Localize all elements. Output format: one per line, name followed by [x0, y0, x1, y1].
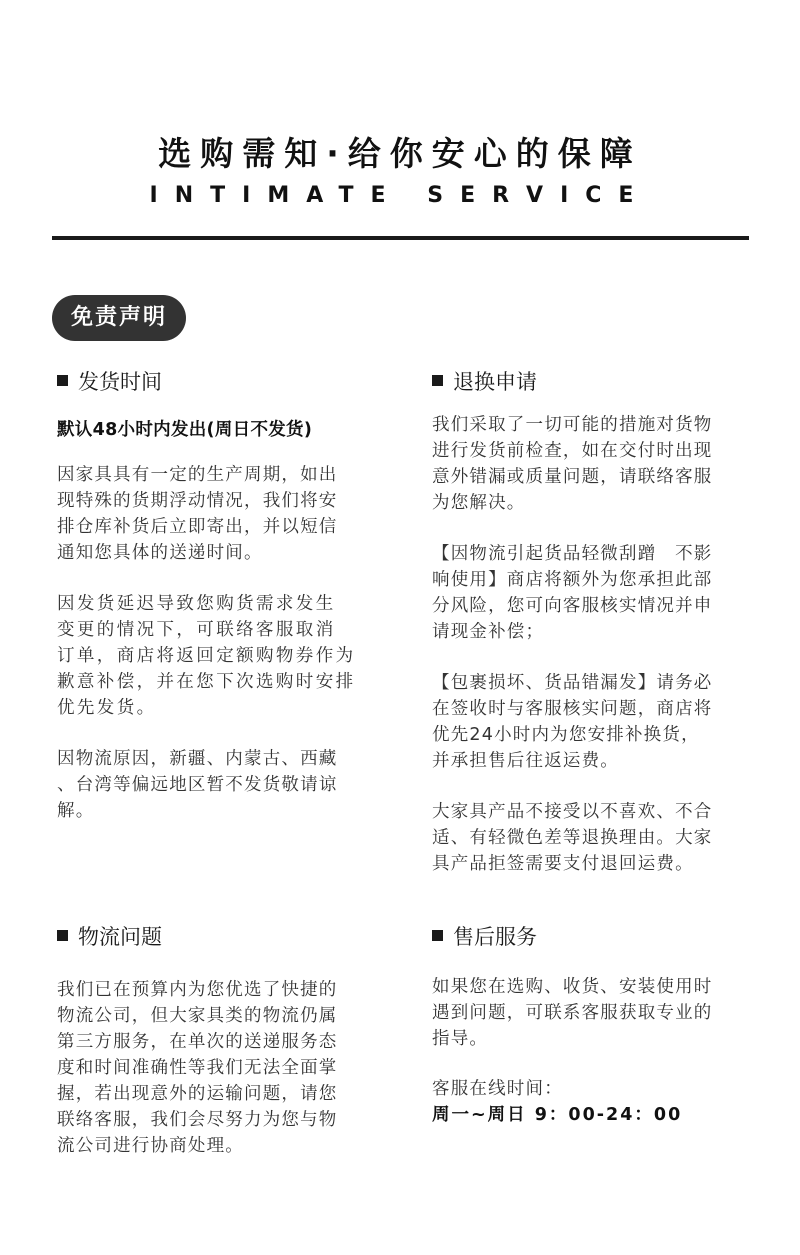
shipping-paragraph-3: 因物流原因，新疆、内蒙古、西藏 、台湾等偏远地区暂不发货敬请谅 解。	[57, 749, 338, 821]
returns-paragraph-1: 我们采取了一切可能的措施对货物 进行发货前检查，如在交付时出现 意外错漏或质量问题，请联络客服 为您解决。	[432, 415, 713, 513]
service-hours-label: 客服在线时间：	[432, 1079, 563, 1099]
returns-paragraph-4: 大家具产品不接受以不喜欢、不合 适、有轻微色差等退换理由。大家 具产品拒签需要支付退回运费。	[432, 802, 713, 874]
header-divider	[52, 236, 749, 240]
aftersales-section	[432, 922, 752, 1128]
logistics-section	[57, 922, 377, 1159]
returns-paragraph-3: 【包裹损坏、货品错漏发】请务必 在签收时与客服核实问题，商店将 优先24小时内为您安排补换货， 并承担售后往返运费。	[432, 673, 713, 771]
page-title: 选购需知·给你安心的保障	[158, 134, 642, 173]
logistics-paragraph-1: 我们已在预算内为您优选了快捷的 物流公司，但大家具类的物流仍属 第三方服务，在单次的送递服务态 度和时间准确性等我们无法全面掌 握，若出现意外的运输问题，请您 联络客服，我们会尽努力为您与物 流公司进行协商处理。	[57, 980, 338, 1156]
returns-paragraph-2: 【因物流引起货品轻微刮蹭 不影 响使用】商店将额外为您承担此部 分风险，您可向客服核实情况并申 请现金补偿；	[432, 544, 713, 642]
shipping-highlight: 默认48小时内发出(周日不发货)	[57, 420, 313, 440]
logistics-heading	[57, 922, 377, 952]
aftersales-paragraph-1: 如果您在选购、收货、安装使用时 遇到问题，可联系客服获取专业的 指导。	[432, 977, 713, 1049]
shipping-paragraph-1: 因家具具有一定的生产周期，如出 现特殊的货期浮动情况，我们将安 排仓库补货后立即寄出，并以短信 通知您具体的送递时间。	[57, 465, 338, 563]
square-bullet-icon	[57, 375, 68, 386]
shipping-paragraph-2: 因发货延迟导致您购货需求发生 变更的情况下，可联络客服取消 订单，商店将返回定额购物券作为 歉意补偿，并在您下次选购时安排 优先发货。	[57, 594, 356, 718]
service-hours-value: 周一~周日 9：00-24：00	[432, 1105, 683, 1125]
square-bullet-icon	[57, 930, 68, 941]
square-bullet-icon	[432, 375, 443, 386]
logistics-heading-text: 物流问题	[78, 925, 162, 949]
returns-heading-text: 退换申请	[453, 370, 537, 394]
returns-heading	[432, 367, 752, 397]
page-subtitle: INTIMATE SERVICE	[149, 183, 651, 208]
square-bullet-icon	[432, 930, 443, 941]
shipping-section	[57, 367, 377, 824]
disclaimer-badge: 免责声明	[52, 295, 186, 341]
returns-section	[432, 367, 752, 877]
shipping-heading-text: 发货时间	[78, 370, 162, 394]
aftersales-heading	[432, 922, 752, 952]
aftersales-heading-text: 售后服务	[453, 925, 537, 949]
shipping-heading	[57, 367, 377, 397]
